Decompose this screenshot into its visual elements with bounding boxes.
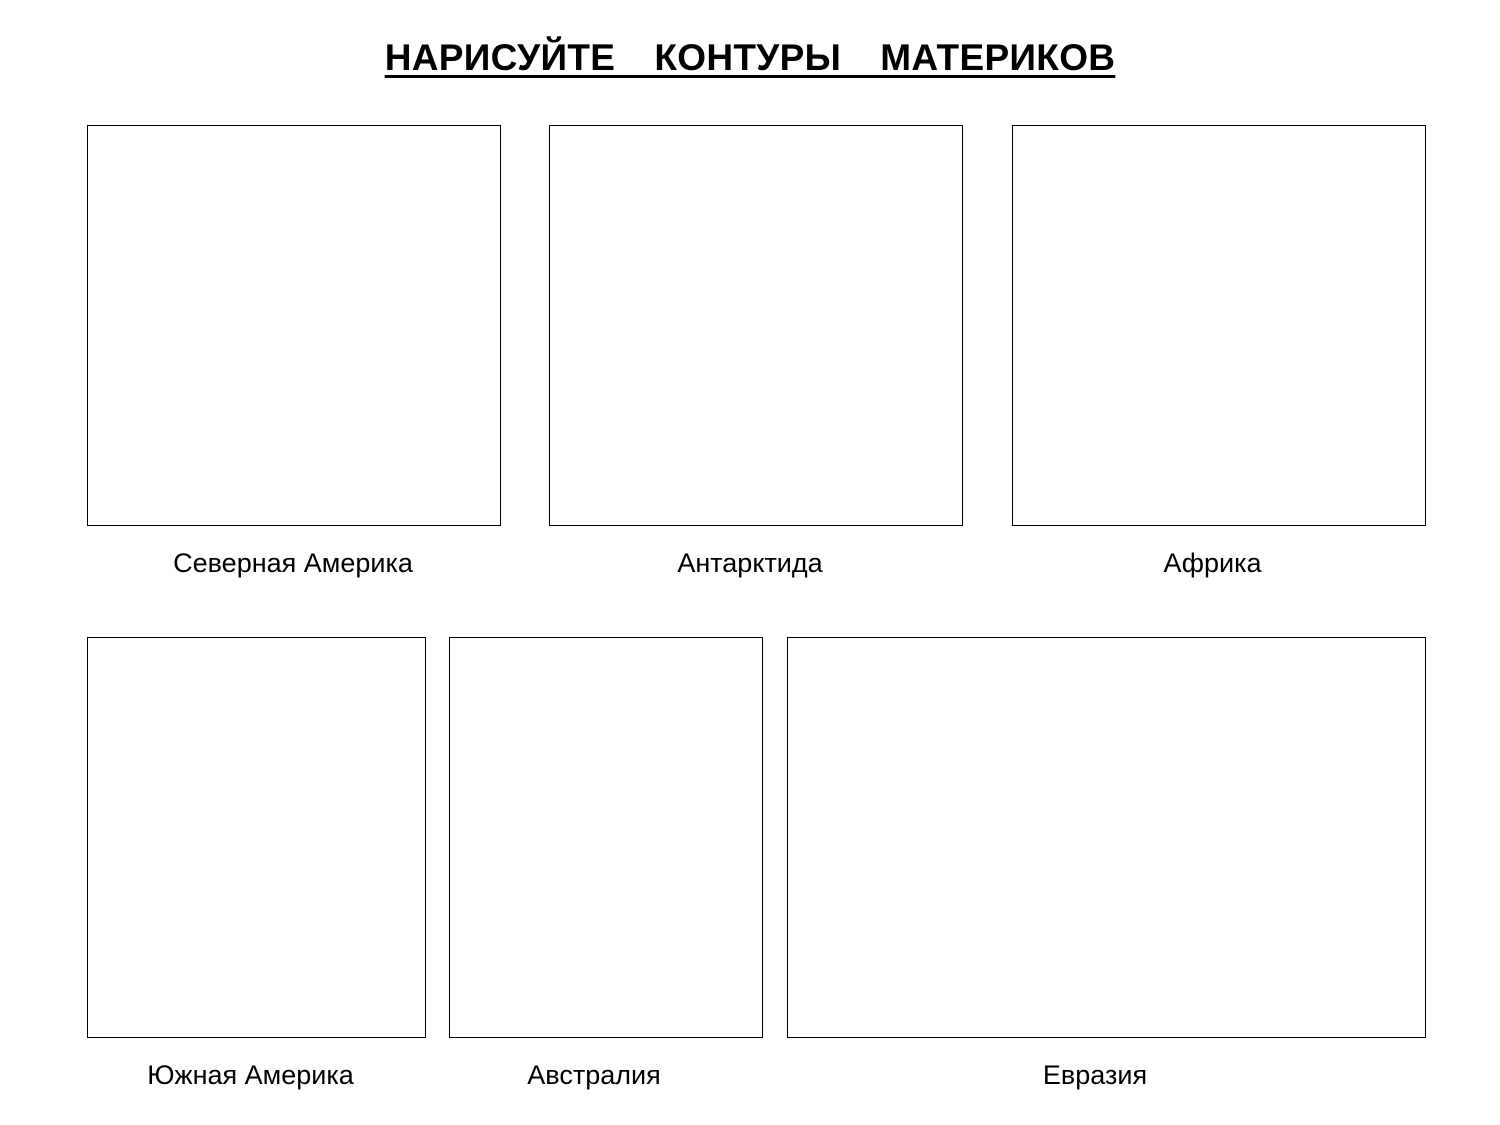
label-eurasia: Евразия [1042,1060,1148,1090]
label-africa: Африка [1163,548,1262,578]
drawing-box-australia[interactable] [449,637,763,1038]
label-antarctica: Антарктида [677,548,823,578]
label-australia: Австралия [527,1060,661,1090]
drawing-box-antarctica[interactable] [549,125,963,526]
drawing-box-eurasia[interactable] [787,637,1426,1038]
page-title-text: НАРИСУЙТЕ КОНТУРЫ МАТЕРИКОВ [384,37,1116,78]
drawing-box-north-america[interactable] [87,125,501,526]
label-north-america: Северная Америка [173,548,413,578]
drawing-box-africa[interactable] [1012,125,1426,526]
page-title [0,36,1500,80]
drawing-box-south-america[interactable] [87,637,426,1038]
label-south-america: Южная Америка [147,1060,354,1090]
